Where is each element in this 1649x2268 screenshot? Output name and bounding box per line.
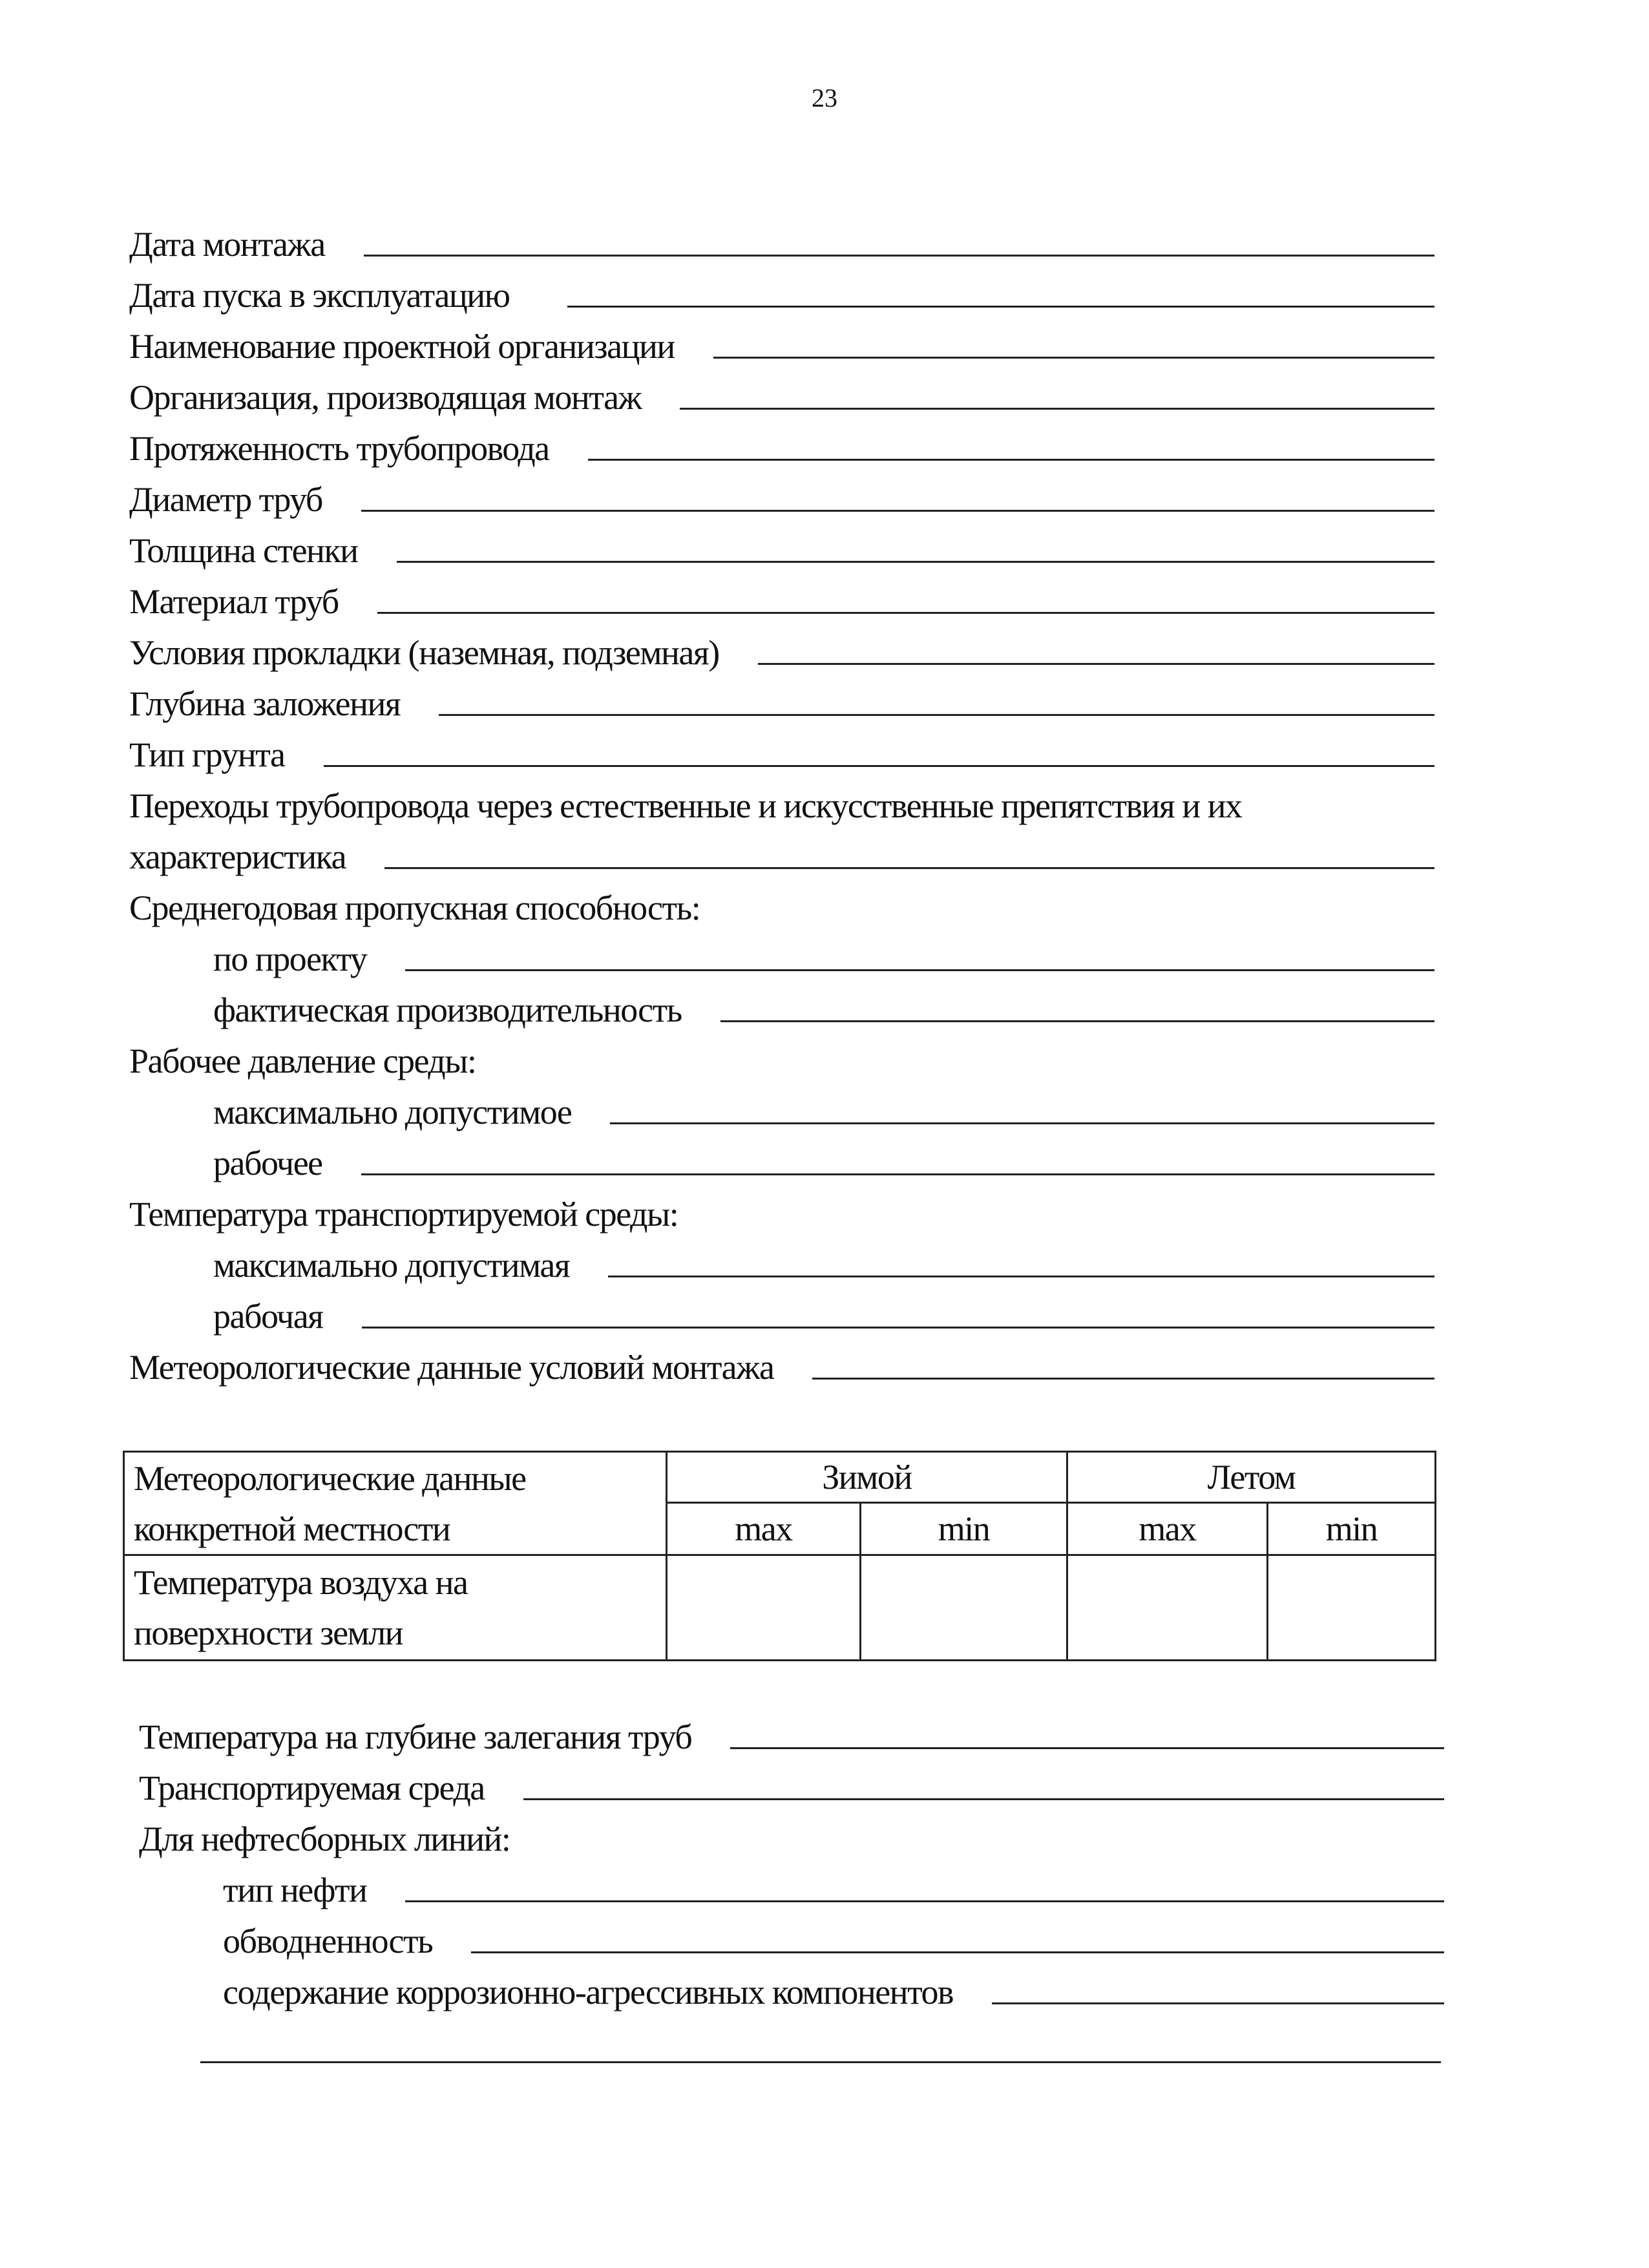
- field-pipe-material: [129, 571, 1434, 622]
- field-label: по проекту: [213, 940, 367, 978]
- field-throughput-design: [129, 928, 1434, 979]
- field-label: содержание коррозионно-агрессивных компонентов: [223, 1973, 954, 2011]
- passport-form-continued: [139, 1706, 1444, 2012]
- table-header-winter: Зимой: [667, 1452, 1067, 1503]
- table-subheader-summer-max: max: [1067, 1503, 1268, 1555]
- fill-line[interactable]: [610, 1122, 1434, 1124]
- fill-line[interactable]: [361, 510, 1434, 512]
- field-pressure-max: [129, 1081, 1434, 1132]
- field-commissioning-date: [129, 264, 1434, 315]
- field-soil-type: [129, 724, 1434, 775]
- field-label: рабочая: [213, 1297, 323, 1336]
- field-label: Температура на глубине залегания труб: [139, 1717, 692, 1756]
- fill-line[interactable]: [992, 2002, 1444, 2004]
- field-label: Тип грунта: [129, 735, 285, 774]
- field-label: рабочее: [213, 1144, 322, 1182]
- fill-line[interactable]: [405, 1900, 1444, 1902]
- crossings-heading: [129, 775, 1434, 826]
- field-laying-depth: [129, 673, 1434, 724]
- fill-line[interactable]: [713, 357, 1434, 359]
- temperature-heading: [129, 1183, 1434, 1234]
- field-label: Материал труб: [129, 582, 339, 621]
- fill-line[interactable]: [758, 663, 1434, 665]
- field-label: Переходы трубопровода через естественные и искусственные препятствия и их: [129, 786, 1242, 825]
- fill-line[interactable]: [523, 1798, 1444, 1800]
- section-heading: Температура транспортируемой среды:: [129, 1195, 678, 1234]
- throughput-heading: [129, 877, 1434, 928]
- field-water-cut: [139, 1910, 1444, 1961]
- field-design-organization: [129, 315, 1434, 366]
- field-installation-date: [129, 213, 1434, 264]
- table-subheader-winter-max: max: [667, 1503, 861, 1555]
- field-corrosive-components: [139, 1961, 1444, 2012]
- field-label: Наименование проектной организации: [129, 327, 675, 366]
- fill-line[interactable]: [680, 408, 1434, 410]
- oil-heading: [139, 1808, 1444, 1859]
- field-oil-type: [139, 1859, 1444, 1910]
- section-heading: Рабочее давление среды:: [129, 1042, 476, 1080]
- fill-line[interactable]: [397, 561, 1434, 563]
- field-crossings: [129, 826, 1434, 877]
- field-temperature-working: [129, 1285, 1434, 1336]
- section-heading: Среднегодовая пропускная способность:: [129, 888, 700, 927]
- field-pipe-diameter: [129, 468, 1434, 520]
- fill-line[interactable]: [362, 1327, 1434, 1328]
- field-transported-medium: [139, 1757, 1444, 1808]
- passport-form: [129, 213, 1434, 1387]
- fill-line[interactable]: [730, 1747, 1444, 1749]
- page-number: 23: [812, 83, 837, 112]
- table-cell-winter-min[interactable]: [861, 1555, 1067, 1661]
- field-laying-conditions: [129, 622, 1434, 673]
- fill-line[interactable]: [324, 765, 1435, 767]
- fill-line[interactable]: [812, 1378, 1434, 1380]
- table-row-label: [124, 1555, 667, 1661]
- fill-line[interactable]: [720, 1020, 1434, 1022]
- field-label: тип нефти: [223, 1871, 367, 1909]
- fill-line[interactable]: [377, 612, 1434, 614]
- table-header-label: [124, 1452, 667, 1555]
- fill-line[interactable]: [608, 1276, 1434, 1277]
- fill-line[interactable]: [567, 306, 1434, 308]
- table-header-line: Метеорологические данные: [134, 1458, 526, 1498]
- fill-line[interactable]: [384, 867, 1434, 869]
- table-row-label-line: Температура воздуха на: [134, 1563, 468, 1602]
- table-cell-winter-max[interactable]: [667, 1555, 861, 1661]
- table-subheader-summer-min: min: [1268, 1503, 1436, 1555]
- fill-line-continuation[interactable]: [200, 2061, 1441, 2063]
- field-label: характеристика: [129, 837, 346, 876]
- fill-line[interactable]: [439, 714, 1434, 716]
- field-label: Глубина заложения: [129, 684, 401, 723]
- table-row-label-line: поверхности земли: [134, 1613, 403, 1652]
- field-throughput-actual: [129, 979, 1434, 1030]
- field-label: Протяженность трубопровода: [129, 429, 549, 468]
- field-label: фактическая производительность: [213, 991, 682, 1029]
- field-meteo-conditions: [129, 1336, 1434, 1387]
- fill-line[interactable]: [588, 459, 1434, 461]
- table-row: [124, 1555, 1436, 1661]
- section-heading: Для нефтесборных линий:: [139, 1820, 510, 1858]
- field-label: Организация, производящая монтаж: [129, 378, 642, 417]
- table-cell-summer-max[interactable]: [1067, 1555, 1268, 1661]
- field-label: Метеорологические данные условий монтажа: [129, 1348, 774, 1387]
- field-pipeline-length: [129, 417, 1434, 468]
- pressure-heading: [129, 1030, 1434, 1081]
- fill-line[interactable]: [361, 1173, 1434, 1175]
- table-header-line: конкретной местности: [134, 1509, 450, 1548]
- field-temperature-max: [129, 1234, 1434, 1285]
- meteo-table-wrap: [123, 1451, 1434, 1661]
- fill-line[interactable]: [405, 969, 1434, 971]
- field-label: максимально допустимая: [213, 1246, 570, 1285]
- meteo-table: [123, 1451, 1436, 1661]
- field-label: Транспортируемая среда: [139, 1769, 485, 1807]
- fill-line[interactable]: [471, 1951, 1444, 1953]
- field-label: Условия прокладки (наземная, подземная): [129, 633, 719, 672]
- field-label: максимально допустимое: [213, 1093, 572, 1131]
- table-subheader-winter-min: min: [861, 1503, 1067, 1555]
- field-wall-thickness: [129, 520, 1434, 571]
- table-header-summer: Летом: [1067, 1452, 1436, 1503]
- table-cell-summer-min[interactable]: [1268, 1555, 1436, 1661]
- field-label: Дата монтажа: [129, 225, 325, 264]
- field-label: обводненность: [223, 1922, 433, 1960]
- fill-line[interactable]: [364, 255, 1434, 257]
- field-pressure-working: [129, 1132, 1434, 1183]
- field-label: Диаметр труб: [129, 480, 322, 519]
- field-installing-organization: [129, 366, 1434, 417]
- field-label: Толщина стенки: [129, 531, 358, 570]
- field-label: Дата пуска в эксплуатацию: [129, 276, 510, 315]
- field-temperature-at-depth: [139, 1706, 1444, 1757]
